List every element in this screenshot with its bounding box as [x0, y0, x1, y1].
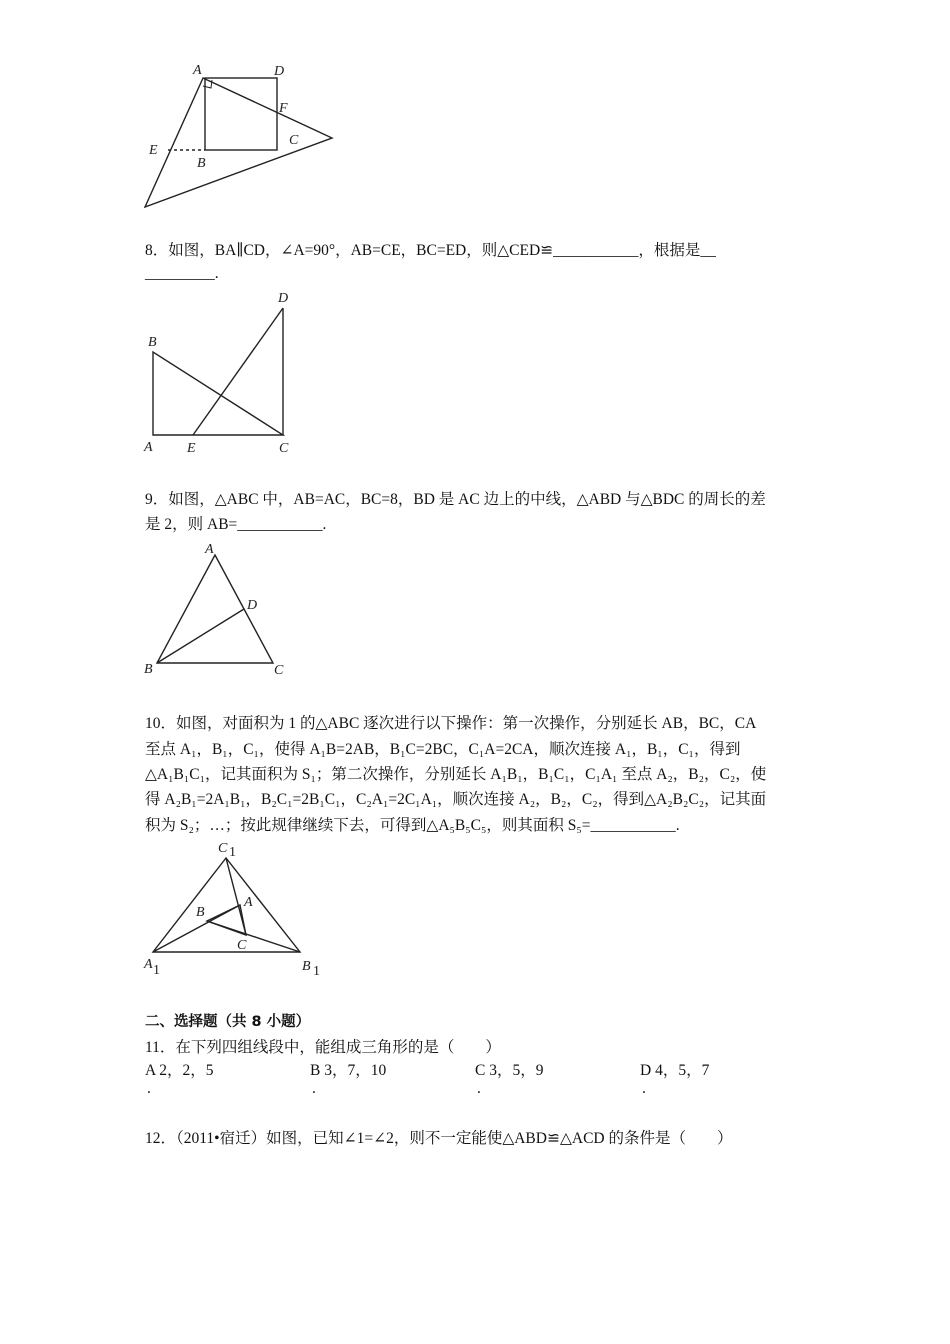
q11-option-a[interactable]: A 2，2，5	[145, 1062, 214, 1079]
label-B: B	[196, 905, 205, 920]
label-D: D	[247, 598, 258, 613]
label-E: E	[187, 441, 196, 456]
label-C1: C	[218, 841, 228, 856]
section-heading: 二、选择题（共 8 小题）	[145, 1014, 311, 1030]
figure-q9	[144, 542, 284, 678]
q10-line5: 积为 S₂；…；按此规律继续下去，可得到△A₅B₅C₅，则其面积 S₅=___________.	[145, 817, 680, 834]
q10-line1: 10．如图，对面积为 1 的△ABC 逐次进行以下操作：第一次操作，分别延长 AB，BC，CA	[145, 715, 757, 732]
q8-line2: _________.	[145, 265, 219, 282]
q10-line3: △A₁B₁C₁，记其面积为 S₁；第二次操作，分别延长 A₁B₁，B₁C₁，C₁A₁ 至点 A₂，B₂，C₂，使	[145, 766, 767, 783]
label-D: D	[274, 64, 285, 79]
svg-text:1: 1	[313, 964, 320, 979]
q11-option-c[interactable]: C 3，5，9	[475, 1062, 544, 1079]
q11-stem: 11．在下列四组线段中，能组成三角形的是（ ）	[145, 1039, 501, 1056]
label-A: A	[244, 895, 253, 910]
label-A: A	[205, 542, 214, 557]
figure-q8	[143, 291, 289, 456]
label-F: F	[279, 101, 288, 116]
q11-option-d[interactable]: D 4，5，7	[640, 1062, 710, 1079]
label-B: B	[144, 662, 153, 677]
label-B: B	[197, 156, 206, 171]
label-C: C	[237, 938, 247, 953]
label-C: C	[274, 663, 284, 678]
figure-q7	[145, 63, 332, 207]
label-B: B	[148, 335, 157, 350]
label-A: A	[193, 63, 202, 78]
label-D: D	[278, 291, 289, 306]
label-E: E	[149, 143, 158, 158]
q12-stem: 12．（2011•宿迁）如图，已知∠1=∠2，则不一定能使△ABD≌△ACD 的条件是（ ）	[145, 1130, 733, 1147]
q11-option-b[interactable]: B 3，7，10	[310, 1062, 387, 1079]
figure-q10	[143, 841, 320, 979]
label-C: C	[289, 133, 299, 148]
label-B1: B	[302, 959, 311, 974]
svg-text:1: 1	[229, 845, 236, 860]
q8-line1: 8．如图，BA∥CD，∠A=90°，AB=CE，BC=ED，则△CED≌___________，根据是__	[145, 242, 716, 259]
q9-line2: 是 2，则 AB=___________.	[145, 516, 327, 533]
q10-line2: 至点 A₁，B₁，C₁，使得 A₁B=2AB，B₁C=2BC，C₁A=2CA，顺次连接 A₁，B₁，C₁，得到	[145, 741, 741, 758]
document-page: A D F C E B B D A E C A D B C C 1 A 1 B 1 A B C 8．如图，BA∥CD，∠A=90°，AB=CE，BC=ED，则△CED≌___________，根据是__ _________. 9．如图，△ABC 中，AB=AC，BC=8，BD 是 AC 边上的中线，△ABD 与△BDC 的周长的差 是 2，则 AB=___________. 10．如图，对面积为 1 的△ABC 逐次进行以下操作：第一次操作，分别延长 AB，BC，CA 至点 A₁，B₁，C₁，使得 A₁B=2AB，B₁C=2BC，C₁A=2CA，顺次连接 A₁，B₁，C₁，得到 △A₁B₁C₁，记其面积为 S₁；第二次操作，分别延长 A₁B₁，B₁C₁，C₁A₁ 至点 A₂，B₂，C₂，使 得 A₂B₁=2A₁B₁，B₂C₁=2B₁C₁，C₂A₁=2C₁A₁，顺次连接 A₂，B₂，C₂，得到△A₂B₂C₂，记其面 积为 S₂；…；按此规律继续下去，可得到△A₅B₅C₅，则其面积 S₅=___________. 二、选择题（共 8 小题） 11．在下列四组线段中，能组成三角形的是（ ） A 2，2，5 B 3，7，10 C 3，5，9 D 4，5，7 . . . . 12．（2011•宿迁）如图，已知∠1=∠2，则不一定能使△ABD≌△ACD 的条件是（ ）	[0, 0, 950, 1344]
q10-line4: 得 A₂B₁=2A₁B₁，B₂C₁=2B₁C₁，C₂A₁=2C₁A₁，顺次连接 A₂，B₂，C₂，得到△A₂B₂C₂，记其面	[145, 791, 767, 808]
label-A: A	[144, 440, 153, 455]
label-C: C	[279, 441, 289, 456]
label-A1: A	[144, 957, 153, 972]
svg-text:1: 1	[153, 963, 160, 978]
q9-line1: 9．如图，△ABC 中，AB=AC，BC=8，BD 是 AC 边上的中线，△ABD 与△BDC 的周长的差	[145, 491, 766, 508]
